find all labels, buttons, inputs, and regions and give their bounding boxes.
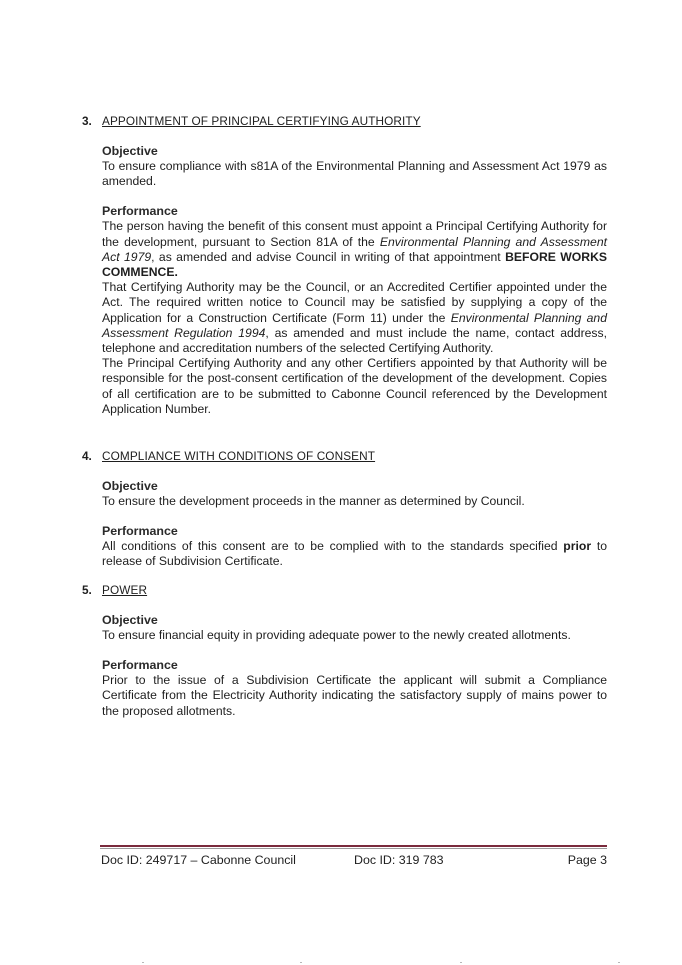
performance-heading: Performance	[102, 658, 178, 673]
footer-doc-id-left: Doc ID: 249717 – Cabonne Council	[101, 853, 296, 867]
page-footer	[101, 853, 607, 869]
footer-doc-id-center: Doc ID: 319 783	[354, 853, 444, 867]
objective-heading: Objective	[102, 479, 158, 493]
section-number: 5.	[82, 583, 92, 597]
section-3	[82, 114, 607, 417]
scan-speck	[618, 962, 620, 963]
performance-paragraph-2: That Certifying Authority may be the Council, or an Accredited Certifier appointed under the Act. The required written notice to Council may be satisfied by supplying a copy of the Application for a Construction Certificate (Form 11) under the Environmental Planning and Assessment Regulation 1994, as amended and must include the name, contact address, telephone and accreditation numbers of the selected Certifying Authority.	[102, 280, 607, 356]
scan-speck	[142, 962, 144, 963]
performance-paragraph-3: The Principal Certifying Authority and any other Certifiers appointed by that Authority will be responsible for the post-consent certification of the development of the development. Copies of all certification are to be submitted to Cabonne Council referenced by the Development Application Number.	[102, 356, 607, 416]
section-title: COMPLIANCE WITH CONDITIONS OF CONSENT	[102, 449, 376, 463]
objective-heading: Objective	[102, 613, 158, 627]
section-heading	[82, 114, 607, 129]
section-heading	[82, 449, 607, 464]
performance-heading: Performance	[102, 204, 178, 219]
performance-heading: Performance	[102, 524, 178, 539]
section-title: APPOINTMENT OF PRINCIPAL CERTIFYING AUTHORITY	[102, 114, 421, 128]
section-number: 4.	[82, 449, 92, 463]
section-heading	[82, 583, 607, 598]
objective-text: To ensure compliance with s81A of the Environmental Planning and Assessment Act 1979 as amended.	[102, 159, 607, 189]
footer-rule	[100, 845, 607, 847]
objective-text: To ensure the development proceeds in the manner as determined by Council.	[102, 494, 525, 508]
footer-page-number: Page 3	[567, 853, 607, 867]
scan-speck	[460, 962, 462, 963]
performance-paragraph-1: Prior to the issue of a Subdivision Certificate the applicant will submit a Compliance Certificate from the Electricity Authority indicating the satisfactory supply of mains power to the proposed allotments.	[102, 673, 607, 718]
section-4	[82, 449, 607, 570]
performance-paragraph-1: The person having the benefit of this consent must appoint a Principal Certifying Authority for the development, pursuant to Section 81A of the Environmental Planning and Assessment Act 1979, as amended and advise Council in writing of that appointment BEFORE WORKS COMMENCE.	[102, 219, 607, 280]
section-title: POWER	[102, 583, 148, 597]
scan-speck	[300, 962, 302, 963]
objective-heading: Objective	[102, 144, 158, 158]
performance-paragraph-1: All conditions of this consent are to be complied with to the standards specified prior to release of Subdivision Certificate.	[102, 539, 607, 569]
section-5	[82, 583, 607, 719]
footer-rule-secondary	[100, 848, 607, 849]
objective-text: To ensure financial equity in providing adequate power to the newly created allotments.	[102, 628, 571, 642]
section-number: 3.	[82, 114, 92, 128]
